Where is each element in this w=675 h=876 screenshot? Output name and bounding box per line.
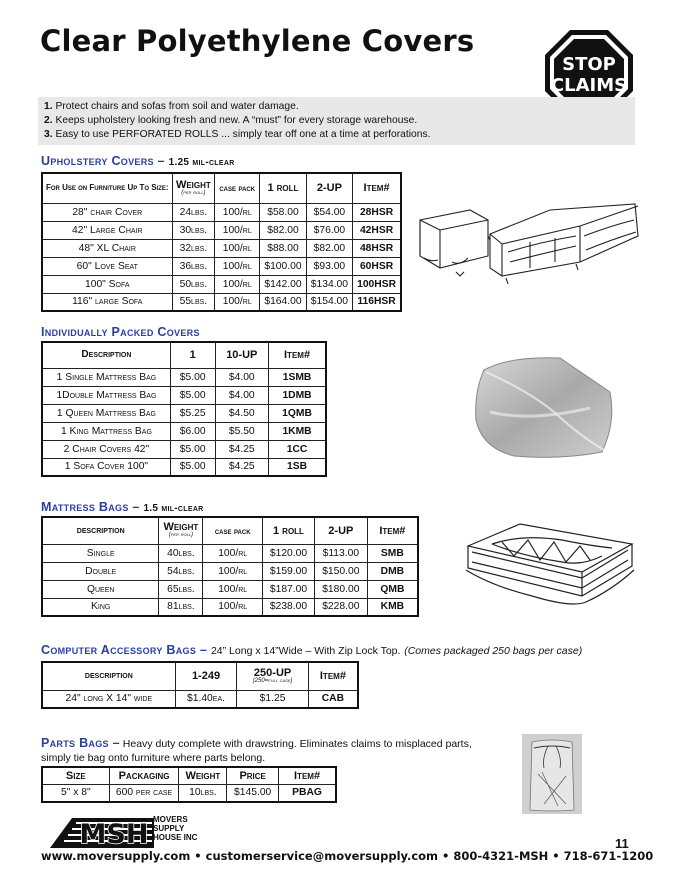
table-cell: 40lbs. — [159, 544, 203, 562]
table-cell: $113.00 — [314, 544, 367, 562]
table-cell: 55lbs. — [172, 293, 215, 311]
table-row — [42, 239, 401, 257]
table-cell: 1 King Mattress Bag — [42, 422, 170, 440]
table-cell: 42" Large Chair — [42, 221, 172, 239]
table-cell: KMB — [367, 598, 418, 616]
table-cell: Single — [42, 544, 159, 562]
table-cell: 81lbs. — [159, 598, 203, 616]
table-cell: 116" large Sofa — [42, 293, 172, 311]
upholstery-heading: Upholstery Covers – 1.25 mil-clear — [41, 154, 235, 168]
table-cell: $164.00 — [260, 293, 306, 311]
table-row — [42, 690, 358, 708]
col-item: Item# — [308, 662, 358, 690]
table-cell: $238.00 — [263, 598, 315, 616]
packed-bag-illustration — [470, 352, 620, 464]
table-cell: 1CC — [269, 440, 326, 458]
table-cell: 54lbs. — [159, 562, 203, 580]
col-case-pack: case pack — [215, 173, 260, 203]
table-cell: $54.00 — [306, 203, 352, 221]
parts-table — [41, 766, 337, 803]
footer-contact: www.moversupply.com • customerservice@moversupply.com • 800-4321-MSH • 718-671-1200 — [41, 849, 654, 863]
table-cell: $5.25 — [170, 404, 215, 422]
table-cell: $120.00 — [263, 544, 315, 562]
table-row — [42, 784, 336, 802]
table-row — [42, 458, 326, 476]
table-cell: $5.00 — [170, 386, 215, 404]
table-cell: 100/rl — [203, 562, 263, 580]
table-cell: 48HSR — [353, 239, 401, 257]
table-cell: QMB — [367, 580, 418, 598]
table-cell: 1KMB — [269, 422, 326, 440]
table-cell: 5" x 8" — [42, 784, 109, 802]
table-cell: 600 per case — [109, 784, 179, 802]
page-number: 11 — [615, 836, 629, 851]
table-cell: Double — [42, 562, 159, 580]
col-weight: Weight (per roll) — [172, 173, 215, 203]
table-cell: 100/rl — [215, 221, 260, 239]
logo-mark: MSH — [79, 819, 149, 848]
table-cell: $142.00 — [260, 275, 306, 293]
table-cell: 24" long X 14" wide — [42, 690, 175, 708]
table-cell: 1 Sofa Cover 100" — [42, 458, 170, 476]
table-cell: $228.00 — [314, 598, 367, 616]
parts-bag-photo — [522, 734, 582, 814]
table-cell: $100.00 — [260, 257, 306, 275]
table-cell: 1QMB — [269, 404, 326, 422]
col-1-249: 1-249 — [175, 662, 237, 690]
col-weight: Weight — [179, 767, 227, 784]
table-cell: King — [42, 598, 159, 616]
table-cell: 116HSR — [353, 293, 401, 311]
table-cell: 65lbs. — [159, 580, 203, 598]
col-case-pack: case pack — [203, 517, 263, 544]
table-cell: $1.25 — [237, 690, 308, 708]
col-1-roll: 1 roll — [263, 517, 315, 544]
table-row — [42, 203, 401, 221]
col-item: Item# — [367, 517, 418, 544]
table-cell: 28" chair Cover — [42, 203, 172, 221]
table-cell: 100/rl — [203, 580, 263, 598]
table-row — [42, 404, 326, 422]
table-cell: CAB — [308, 690, 358, 708]
col-weight: Weight (per roll) — [159, 517, 203, 544]
table-cell: 100/rl — [215, 239, 260, 257]
table-cell: 10lbs. — [179, 784, 227, 802]
intro-line: 1. Protect chairs and sofas from soil and water damage. — [44, 101, 299, 112]
table-cell: $145.00 — [227, 784, 279, 802]
table-cell: PBAG — [279, 784, 336, 802]
table-cell: DMB — [367, 562, 418, 580]
individual-table — [41, 341, 327, 477]
table-cell: $150.00 — [314, 562, 367, 580]
table-cell: $4.00 — [215, 368, 269, 386]
table-row — [42, 562, 418, 580]
table-row — [42, 293, 401, 311]
table-cell: 36lbs. — [172, 257, 215, 275]
table-cell: $5.00 — [170, 368, 215, 386]
col-item: Item# — [279, 767, 336, 784]
table-row — [42, 275, 401, 293]
table-cell: $82.00 — [306, 239, 352, 257]
table-cell: 1SMB — [269, 368, 326, 386]
table-cell: $4.25 — [215, 458, 269, 476]
table-cell: 50lbs. — [172, 275, 215, 293]
table-cell: 1Double Mattress Bag — [42, 386, 170, 404]
col-250-up: 250-UP (250=full case) — [237, 662, 308, 690]
table-cell: 60" Love Seat — [42, 257, 172, 275]
table-row — [42, 221, 401, 239]
table-cell: Queen — [42, 580, 159, 598]
col-price: Price — [227, 767, 279, 784]
table-cell: $4.25 — [215, 440, 269, 458]
table-cell: 100/rl — [215, 203, 260, 221]
col-packaging: Packaging — [109, 767, 179, 784]
table-cell: 1 Single Mattress Bag — [42, 368, 170, 386]
individual-heading: Individually Packed Covers — [41, 325, 200, 339]
intro-line: 2. Keeps upholstery looking fresh and new. A “must” for every storage warehouse. — [44, 115, 418, 126]
parts-heading-text: Parts Bags – Heavy duty complete with drawstring. Eliminates claims to misplaced parts, simply tie bag onto furniture where parts belong. — [41, 736, 472, 764]
table-cell: $93.00 — [306, 257, 352, 275]
col-description: description — [42, 517, 159, 544]
col-10-up: 10-UP — [215, 342, 269, 368]
mattress-illustration — [462, 516, 637, 608]
table-cell: 2 Chair Covers 42" — [42, 440, 170, 458]
col-1: 1 — [170, 342, 215, 368]
table-row — [42, 544, 418, 562]
table-cell: 60HSR — [353, 257, 401, 275]
page-title: Clear Polyethylene Covers — [40, 24, 475, 58]
table-row — [42, 422, 326, 440]
col-description: description — [42, 662, 175, 690]
table-cell: 100/rl — [215, 293, 260, 311]
col-description: Description — [42, 342, 170, 368]
table-cell: 42HSR — [353, 221, 401, 239]
table-cell: SMB — [367, 544, 418, 562]
table-cell: 100/rl — [203, 598, 263, 616]
table-cell: $88.00 — [260, 239, 306, 257]
table-cell: 100" Sofa — [42, 275, 172, 293]
intro-box — [38, 97, 635, 145]
col-item: Item# — [269, 342, 326, 368]
upholstery-table — [41, 172, 402, 312]
table-cell: $4.00 — [215, 386, 269, 404]
mattress-table — [41, 516, 419, 617]
table-cell: $180.00 — [314, 580, 367, 598]
table-cell: $1.40ea. — [175, 690, 237, 708]
computer-table — [41, 661, 359, 709]
table-cell: $134.00 — [306, 275, 352, 293]
table-cell: $187.00 — [263, 580, 315, 598]
table-cell: $5.50 — [215, 422, 269, 440]
table-row — [42, 368, 326, 386]
table-cell: 1SB — [269, 458, 326, 476]
table-cell: 30lbs. — [172, 221, 215, 239]
table-cell: $4.50 — [215, 404, 269, 422]
table-cell: 24lbs. — [172, 203, 215, 221]
col-item: Item# — [353, 173, 401, 203]
table-cell: $5.00 — [170, 458, 215, 476]
table-row — [42, 440, 326, 458]
sofa-chair-illustration — [410, 196, 645, 288]
col-2-up: 2-UP — [306, 173, 352, 203]
table-row — [42, 580, 418, 598]
table-cell: 32lbs. — [172, 239, 215, 257]
table-cell: 1 Queen Mattress Bag — [42, 404, 170, 422]
computer-heading: Computer Accessory Bags – 24” Long x 14”Wide – With Zip Lock Top. (Comes packaged 250 bags per case) — [41, 643, 583, 657]
mattress-heading: Mattress Bags – 1.5 mil-clear — [41, 500, 204, 514]
table-cell: 28HSR — [353, 203, 401, 221]
table-cell: $154.00 — [306, 293, 352, 311]
badge-line-2: CLAIMS — [550, 75, 628, 96]
table-row — [42, 598, 418, 616]
intro-line: 3. Easy to use PERFORATED ROLLS ... simply tear off one at a time at perforations. — [44, 129, 431, 140]
table-row — [42, 386, 326, 404]
table-cell: $82.00 — [260, 221, 306, 239]
badge-line-1: STOP — [562, 54, 616, 75]
table-cell: 100/rl — [215, 275, 260, 293]
logo-company-name: MOVERS SUPPLY HOUSE INC — [153, 815, 198, 842]
col-2-up: 2-UP — [314, 517, 367, 544]
table-cell: 100/rl — [215, 257, 260, 275]
table-cell: 1DMB — [269, 386, 326, 404]
col-furniture-size: For Use on Furniture Up To Size: — [42, 173, 172, 203]
col-size: Size — [42, 767, 109, 784]
table-cell: $58.00 — [260, 203, 306, 221]
table-cell: $6.00 — [170, 422, 215, 440]
table-cell: 48" XL Chair — [42, 239, 172, 257]
table-cell: $159.00 — [263, 562, 315, 580]
table-cell: $76.00 — [306, 221, 352, 239]
col-1-roll: 1 roll — [260, 173, 306, 203]
table-row — [42, 257, 401, 275]
table-cell: $5.00 — [170, 440, 215, 458]
table-cell: 100/rl — [203, 544, 263, 562]
table-cell: 100HSR — [353, 275, 401, 293]
